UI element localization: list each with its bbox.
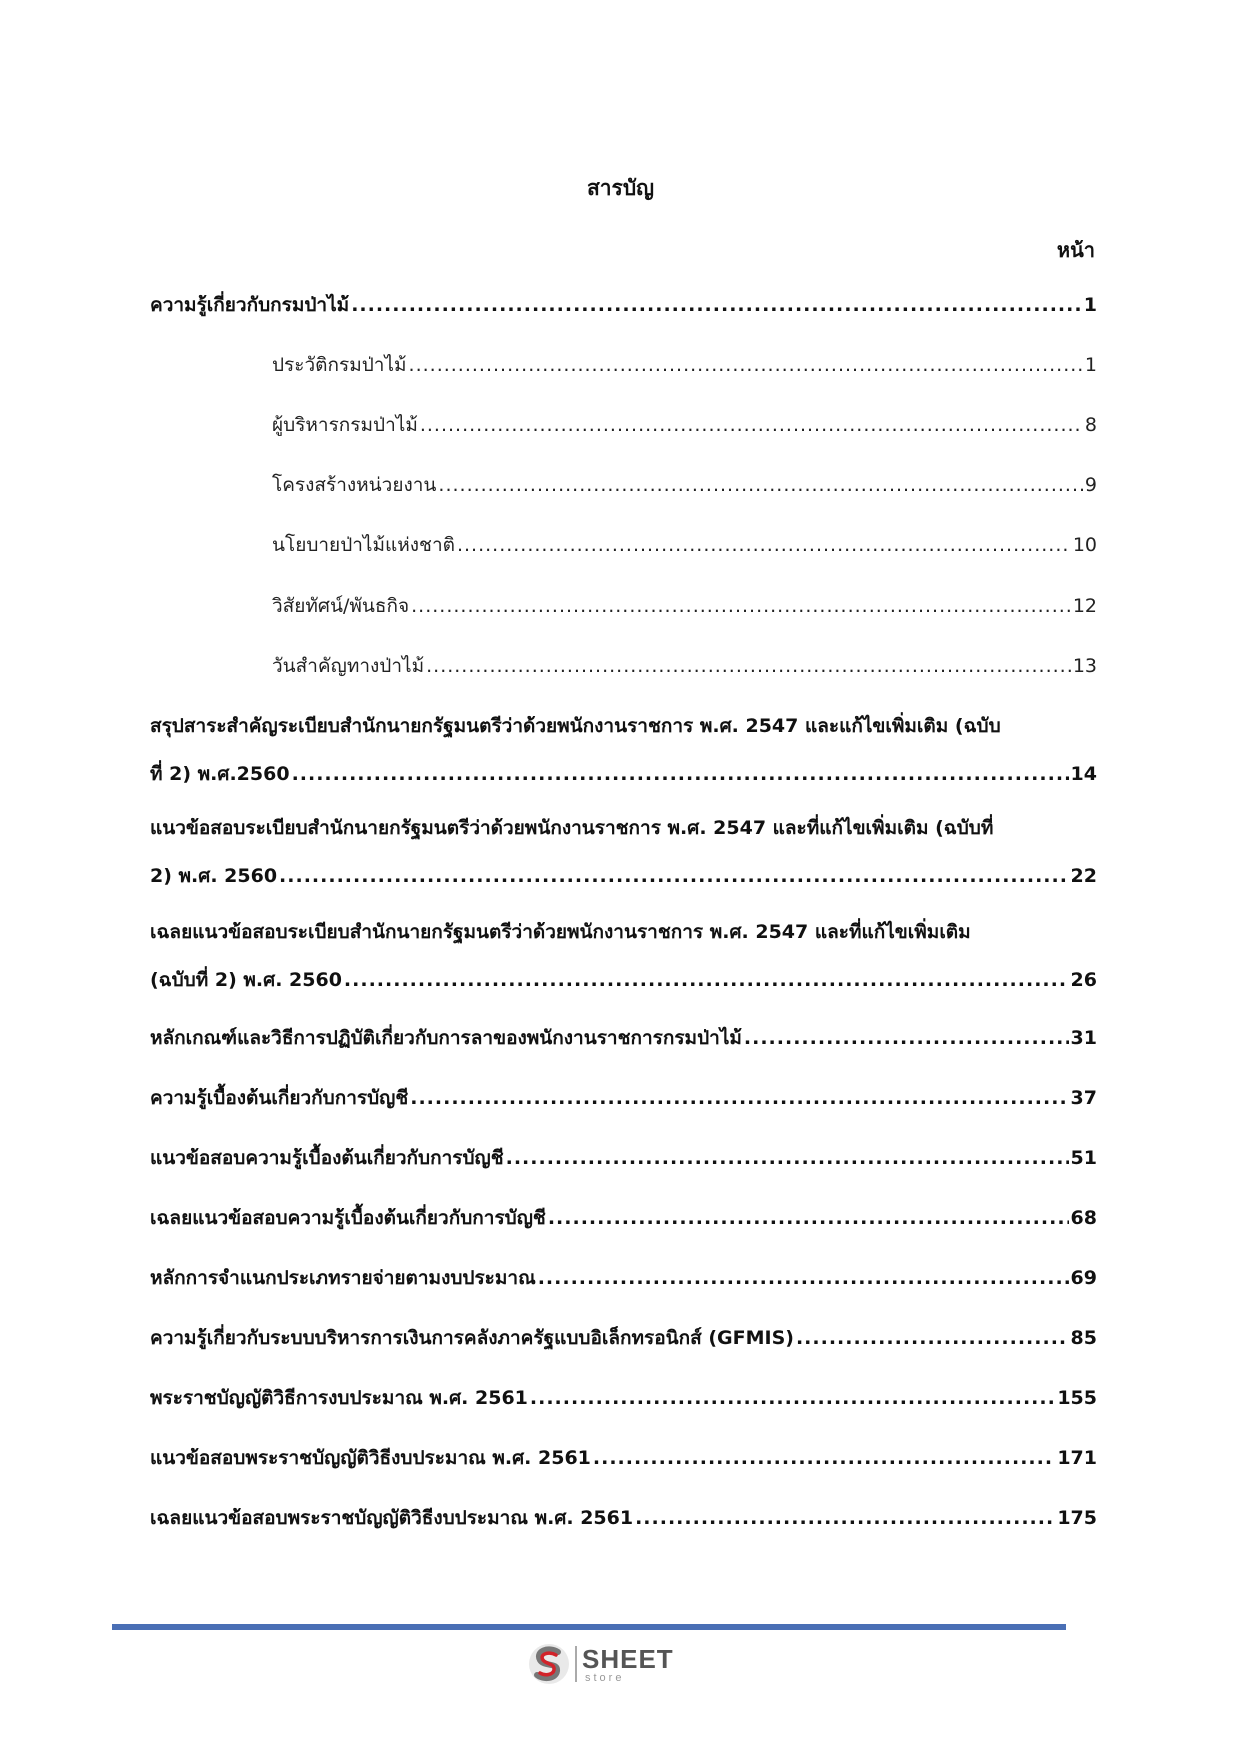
- toc-entry-text: หลักเกณฑ์และวิธีการปฏิบัติเกี่ยวกับการลาของพนักงานราชการกรมป่าไม้: [150, 1027, 742, 1049]
- toc-entry-page: 26: [1070, 969, 1097, 991]
- toc-subentry[interactable]: [272, 530, 1097, 560]
- toc-entry-page: 51: [1070, 1147, 1097, 1169]
- toc-entry[interactable]: [150, 1503, 1097, 1533]
- toc-entry-text-line1: เฉลยแนวข้อสอบระเบียบสำนักนายกรัฐมนตรีว่าด้วยพนักงานราชการ พ.ศ. 2547 และที่แก้ไขเพิ่มเติม: [150, 921, 971, 943]
- toc-entry-page: 10: [1072, 534, 1097, 556]
- toc-entry-text: ประวัติกรมป่าไม้: [272, 354, 407, 376]
- toc-entry-text: ความรู้เกี่ยวกับกรมป่าไม้: [150, 294, 350, 316]
- toc-subentry[interactable]: [272, 350, 1097, 380]
- toc-entry-page: 1: [1084, 354, 1097, 376]
- toc-entry-page: 171: [1057, 1447, 1097, 1469]
- toc-entry-page: 68: [1070, 1207, 1097, 1229]
- toc-entry[interactable]: [150, 1323, 1097, 1353]
- toc-entry-page: 12: [1072, 595, 1097, 617]
- toc-entry-text: วันสำคัญทางป่าไม้: [272, 655, 425, 677]
- toc-entry-text: เฉลยแนวข้อสอบความรู้เบื้องต้นเกี่ยวกับการบัญชี: [150, 1207, 546, 1229]
- logo-text: SHEET: [582, 1644, 674, 1674]
- page-column-label: หน้า: [1056, 238, 1095, 262]
- toc-entry-text: แนวข้อสอบพระราชบัญญัติวิธีงบประมาณ พ.ศ. 2561: [150, 1447, 591, 1469]
- toc-subentry[interactable]: [272, 410, 1097, 440]
- toc-entry-page: 37: [1070, 1087, 1097, 1109]
- toc-entry[interactable]: [150, 813, 1097, 891]
- toc-entry[interactable]: [150, 1203, 1097, 1233]
- toc-entry[interactable]: [150, 1143, 1097, 1173]
- toc-entry-page: 9: [1084, 474, 1097, 496]
- toc-entry-text-line1: สรุปสาระสำคัญระเบียบสำนักนายกรัฐมนตรีว่าด้วยพนักงานราชการ พ.ศ. 2547 และแก้ไขเพิ่มเติม (ฉบับ: [150, 715, 1001, 737]
- toc-entry[interactable]: [150, 1383, 1097, 1413]
- toc-entry[interactable]: [150, 1023, 1097, 1053]
- toc-entry-text: แนวข้อสอบความรู้เบื้องต้นเกี่ยวกับการบัญชี: [150, 1147, 504, 1169]
- toc-entry-text: วิสัยทัศน์/พันธกิจ: [272, 595, 410, 617]
- toc-entry-page: 31: [1070, 1027, 1097, 1049]
- logo-s-icon: [527, 1642, 571, 1686]
- toc-entry[interactable]: [150, 711, 1097, 789]
- toc-entry-page: 22: [1070, 865, 1097, 887]
- toc-entry-text: นโยบายป่าไม้แห่งชาติ: [272, 534, 455, 556]
- toc-entry-page: 14: [1070, 763, 1097, 785]
- toc-entry-page: 69: [1070, 1267, 1097, 1289]
- toc-title: สารบัญ: [586, 176, 655, 200]
- sheet-store-logo: [527, 1642, 687, 1686]
- toc-entry-page: 1: [1083, 294, 1097, 316]
- toc-entry-text: ผู้บริหารกรมป่าไม้: [272, 414, 418, 436]
- toc-entry-text: หลักการจำแนกประเภทรายจ่ายตามงบประมาณ: [150, 1267, 536, 1289]
- toc-subentry[interactable]: [272, 651, 1097, 681]
- toc-entry[interactable]: [150, 1263, 1097, 1293]
- toc-entry-page: 175: [1057, 1507, 1097, 1529]
- toc-entry-text: เฉลยแนวข้อสอบพระราชบัญญัติวิธีงบประมาณ พ.ศ. 2561: [150, 1507, 634, 1529]
- toc-entry-page: 85: [1070, 1327, 1097, 1349]
- toc-entry-text: ความรู้เกี่ยวกับระบบบริหารการเงินการคลังภาครัฐแบบอิเล็กทรอนิกส์ (GFMIS): [150, 1327, 794, 1349]
- toc-entry-page: 155: [1057, 1387, 1097, 1409]
- toc-entry-text: โครงสร้างหน่วยงาน: [272, 474, 437, 496]
- toc-entry-page: 8: [1084, 414, 1097, 436]
- toc-entry-page: 13: [1072, 655, 1097, 677]
- toc-entry-text: ที่ 2) พ.ศ.2560: [150, 763, 290, 785]
- toc-entry[interactable]: [150, 917, 1097, 995]
- toc-entry-text: ความรู้เบื้องต้นเกี่ยวกับการบัญชี: [150, 1087, 409, 1109]
- toc-entry-text: พระราชบัญญัติวิธีการงบประมาณ พ.ศ. 2561: [150, 1387, 528, 1409]
- toc-subentry[interactable]: [272, 591, 1097, 621]
- toc-entry[interactable]: [150, 1083, 1097, 1113]
- toc-entry-text: (ฉบับที่ 2) พ.ศ. 2560: [150, 969, 342, 991]
- toc-entry-text-line1: แนวข้อสอบระเบียบสำนักนายกรัฐมนตรีว่าด้วยพนักงานราชการ พ.ศ. 2547 และที่แก้ไขเพิ่มเติม (ฉบับที่: [150, 817, 994, 839]
- toc-subentry[interactable]: [272, 470, 1097, 500]
- footer-rule: [112, 1624, 1066, 1630]
- toc-entry-text: 2) พ.ศ. 2560: [150, 865, 278, 887]
- logo-subtext: store: [585, 1672, 625, 1684]
- toc-entry[interactable]: [150, 1443, 1097, 1473]
- toc-entry[interactable]: [150, 290, 1097, 320]
